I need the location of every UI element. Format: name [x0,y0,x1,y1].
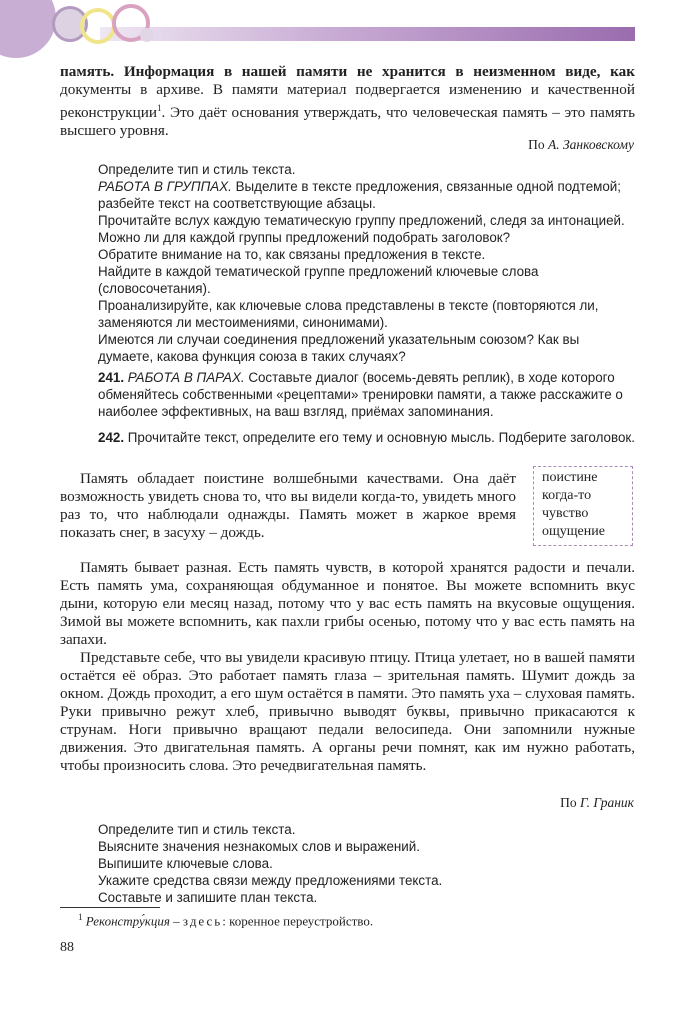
vocab-word: когда-то [542,488,592,503]
exercise-label: РАБОТА В ПАРАХ. [127,370,245,385]
footnote-marker: 1 [156,103,162,113]
task-item: Определите тип и стиль текста. [98,162,296,177]
footnote-here: здесь [182,913,223,929]
vocab-word: чувство [542,506,589,521]
footnote-rule [60,907,160,908]
exercise-241 [98,369,635,420]
text-paragraph-3: Представьте себе, что вы увидели красивую птицу. Птица улетает, но в вашей памяти остаётся её образ. Это работает память глаза – зрительная память. Шумит дождь за окном. Дождь проходит, а его шум остаётся в памяти. Это память уха – слуховая память. Руки привычно режут хлеб, привычно выводят буквы, привычно прикасаются к струнам. Ноги привычно вращают педали велосипеда. Они запомнили нужные движения. Это двигательная память. А органы речи помнят, как им нужно работать, чтобы произносить слова. Это речедвигательная память. [60,649,635,774]
page-number: 88 [60,940,74,955]
decor-circle [140,28,154,42]
task-item: Прочитайте вслух каждую тематическую группу предложений, следя за интонацией. Можно ли для каждой группы предложений подобрать заголовок? [98,213,625,245]
task-item: Проанализируйте, как ключевые слова представлены в тексте (повторяются ли, заменяются ли местоимениями, синонимами). [98,298,599,330]
author-attribution: По А. Занковскому [528,137,634,152]
task-item: Определите тип и стиль текста. [98,822,296,837]
vocab-word: поистине [542,470,598,485]
task-list-2 [98,821,635,906]
task-item: Выясните значения незнакомых слов и выражений. [98,839,420,854]
task-item: Выпишите ключевые слова. [98,856,273,871]
intro-text: документы в архиве. В памяти материал подвергается изменению и качественной реконструкции [60,81,635,122]
footnote: $^1$ Реконстру́кция – здесь: коренное переустройство. [78,912,374,929]
task-item: Найдите в каждой тематической группе предложений ключевые слова (словосочетания). [98,264,539,296]
task-item: Укажите средства связи между предложениями текста. [98,873,443,888]
decor-circle [80,8,116,44]
author-name: Г. Граник [580,795,634,810]
header-band [100,27,635,41]
task-list-1 [98,161,635,365]
text-paragraph-1: Память обладает поистине волшебными качествами. Она даёт возможность увидеть снова то, что вы видели когда-то, увидеть много раз то, что наблюдали однажды. Память может в жаркое время показать снег, в засуху – дождь. [60,470,516,541]
exercise-number: 241. [98,370,125,385]
text-body [60,559,635,775]
exercise-242 [98,429,635,446]
decor-circle [0,0,56,58]
footnote-definition: : коренное переустройство. [222,913,374,929]
exercise-text: Прочитайте текст, определите его тему и основную мысль. Подберите заголовок. [124,430,635,445]
intro-bold-lead: память. Информация в нашей памяти не хранится в неизменном виде, как [60,63,635,80]
task-item: РАБОТА В ГРУППАХ. Выделите в тексте предложения, связанные одной подтемой; разбейте текст на соответствующие абзацы. [98,179,621,211]
task-item: Имеются ли случаи соединения предложений указательным союзом? Как вы думаете, какова функция союза в таких случаях? [98,332,580,364]
exercise-number: 242. [98,430,125,445]
vocab-word: ощущение [542,524,605,539]
task-item: Составьте и запишите план текста. [98,890,318,905]
intro-text-end: . Это даёт основания утверждать, что человеческая память – это память высшего уровня. [60,104,635,140]
intro-paragraph [60,63,635,140]
text-paragraph-2: Память бывает разная. Есть память чувств, в которой хранятся радости и печали. Есть память ума, сохраняющая обдуманное и понятое. Вы можете вспомнить вкус дыни, которую ели месяц назад, потому что у вас есть память на вкусовые ощущения. Зимой вы можете вспомнить, как пахли грибы осенью, потому что у вас есть память на запахи. [60,559,635,648]
vocabulary-box [533,466,633,546]
footnote-term: Реконстру́кция [85,913,170,929]
author-attribution-2: По Г. Граник [560,795,634,810]
author-name: А. Занковскому [548,137,634,152]
task-item: Обратите внимание на то, как связаны предложения в тексте. [98,247,486,262]
exercise-text: Составьте диалог (восемь-девять реплик), в ходе которого обменяйтесь собственными «рецептами» тренировки памяти, а также расскажите о наиболее эффективных, на ваш взгляд, приёмах запоминания. [98,370,623,419]
